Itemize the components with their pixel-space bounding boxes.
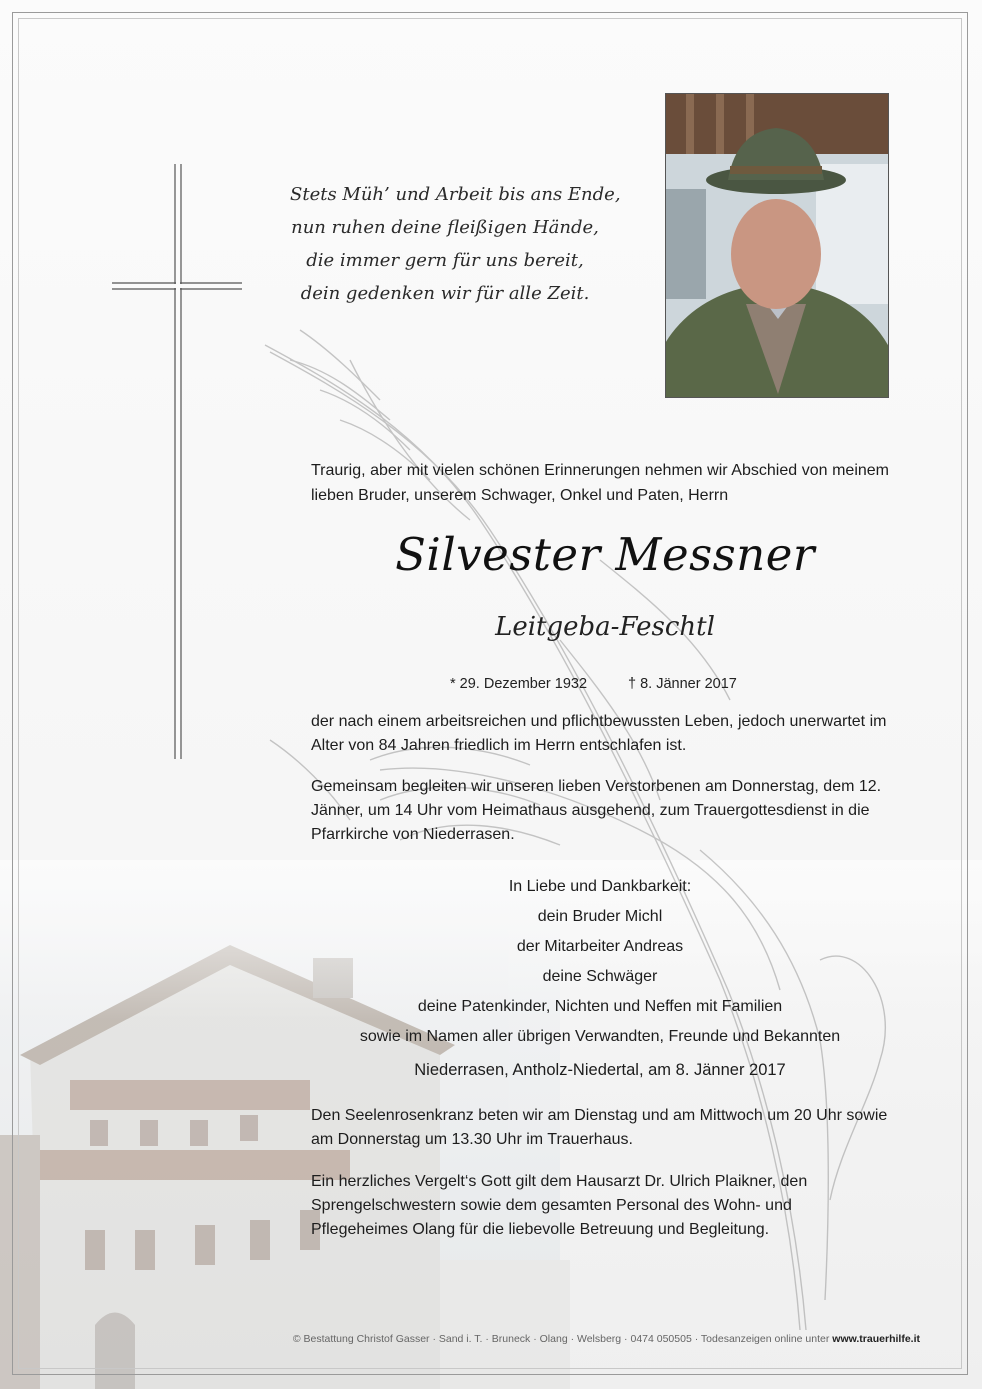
footer-text: © Bestattung Christof Gasser · Sand i. T. · Bruneck · Olang · Welsberg · 0474 050505 · Todesanzeigen online unter: [292, 1333, 833, 1345]
life-paragraph: der nach einem arbeitsreichen und pflichtbewussten Leben, jedoch unerwartet im Alter von 84 Jahren friedlich im Herrn entschlafen ist.: [311, 713, 887, 754]
mourners-line: deine Schwäger: [542, 968, 658, 985]
place-and-date: Niederrasen, Antholz-Niedertal, am 8. Jänner 2017: [414, 1061, 786, 1079]
cross-icon: [112, 164, 242, 759]
funeral-paragraph: Gemeinsam begleiten wir unseren lieben Verstorbenen am Donnerstag, dem 12. Jänner, um 14 Uhr vom Heimathaus ausgehend, zum Trauergottesdienst in die Pfarrkirche von Niederrasen.: [311, 778, 882, 843]
thanks-paragraph: Ein herzliches Vergelt‘s Gott gilt dem Hausarzt Dr. Ulrich Plaikner, den Sprengelschwestern sowie dem gesamten Personal des Wohn- und Pflegeheimes Olang für die liebevolle Betreuung und Begleitung.: [311, 1173, 808, 1238]
memorial-verse: [290, 178, 621, 310]
deceased-name: Silvester Messner: [395, 528, 815, 581]
mourners-line: dein Bruder Michl: [537, 908, 663, 925]
deceased-farm-name: Leitgeba-Feschtl: [495, 612, 715, 642]
verse-line: dein gedenken wir für alle Zeit.: [300, 283, 590, 304]
footer-website-link[interactable]: www.trauerhilfe.it: [832, 1333, 920, 1345]
mourners-list: [311, 872, 889, 1052]
verse-line: Stets Müh’ und Arbeit bis ans Ende,: [290, 184, 621, 205]
birth-date: * 29. Dezember 1932: [450, 676, 588, 692]
rosary-paragraph: Den Seelenrosenkranz beten wir am Dienstag und am Mittwoch um 20 Uhr sowie am Donnerstag um 13.30 Uhr im Trauerhaus.: [311, 1107, 888, 1148]
mourners-line: sowie im Namen aller übrigen Verwandten, Freunde und Bekannten: [359, 1028, 841, 1045]
verse-line: nun ruhen deine fleißigen Hände,: [291, 217, 599, 238]
intro-text: Traurig, aber mit vielen schönen Erinnerungen nehmen wir Abschied von meinem lieben Bruder, unserem Schwager, Onkel und Paten, Herrn: [311, 462, 889, 504]
death-date: † 8. Jänner 2017: [628, 676, 737, 692]
verse-line: die immer gern für uns bereit,: [306, 250, 584, 271]
mourners-line: In Liebe und Dankbarkeit:: [508, 878, 692, 895]
mourners-line: der Mitarbeiter Andreas: [516, 938, 684, 955]
portrait-photo: [665, 93, 889, 398]
footer-credits: [200, 1333, 920, 1345]
mourners-line: deine Patenkinder, Nichten und Neffen mit Familien: [417, 998, 783, 1015]
